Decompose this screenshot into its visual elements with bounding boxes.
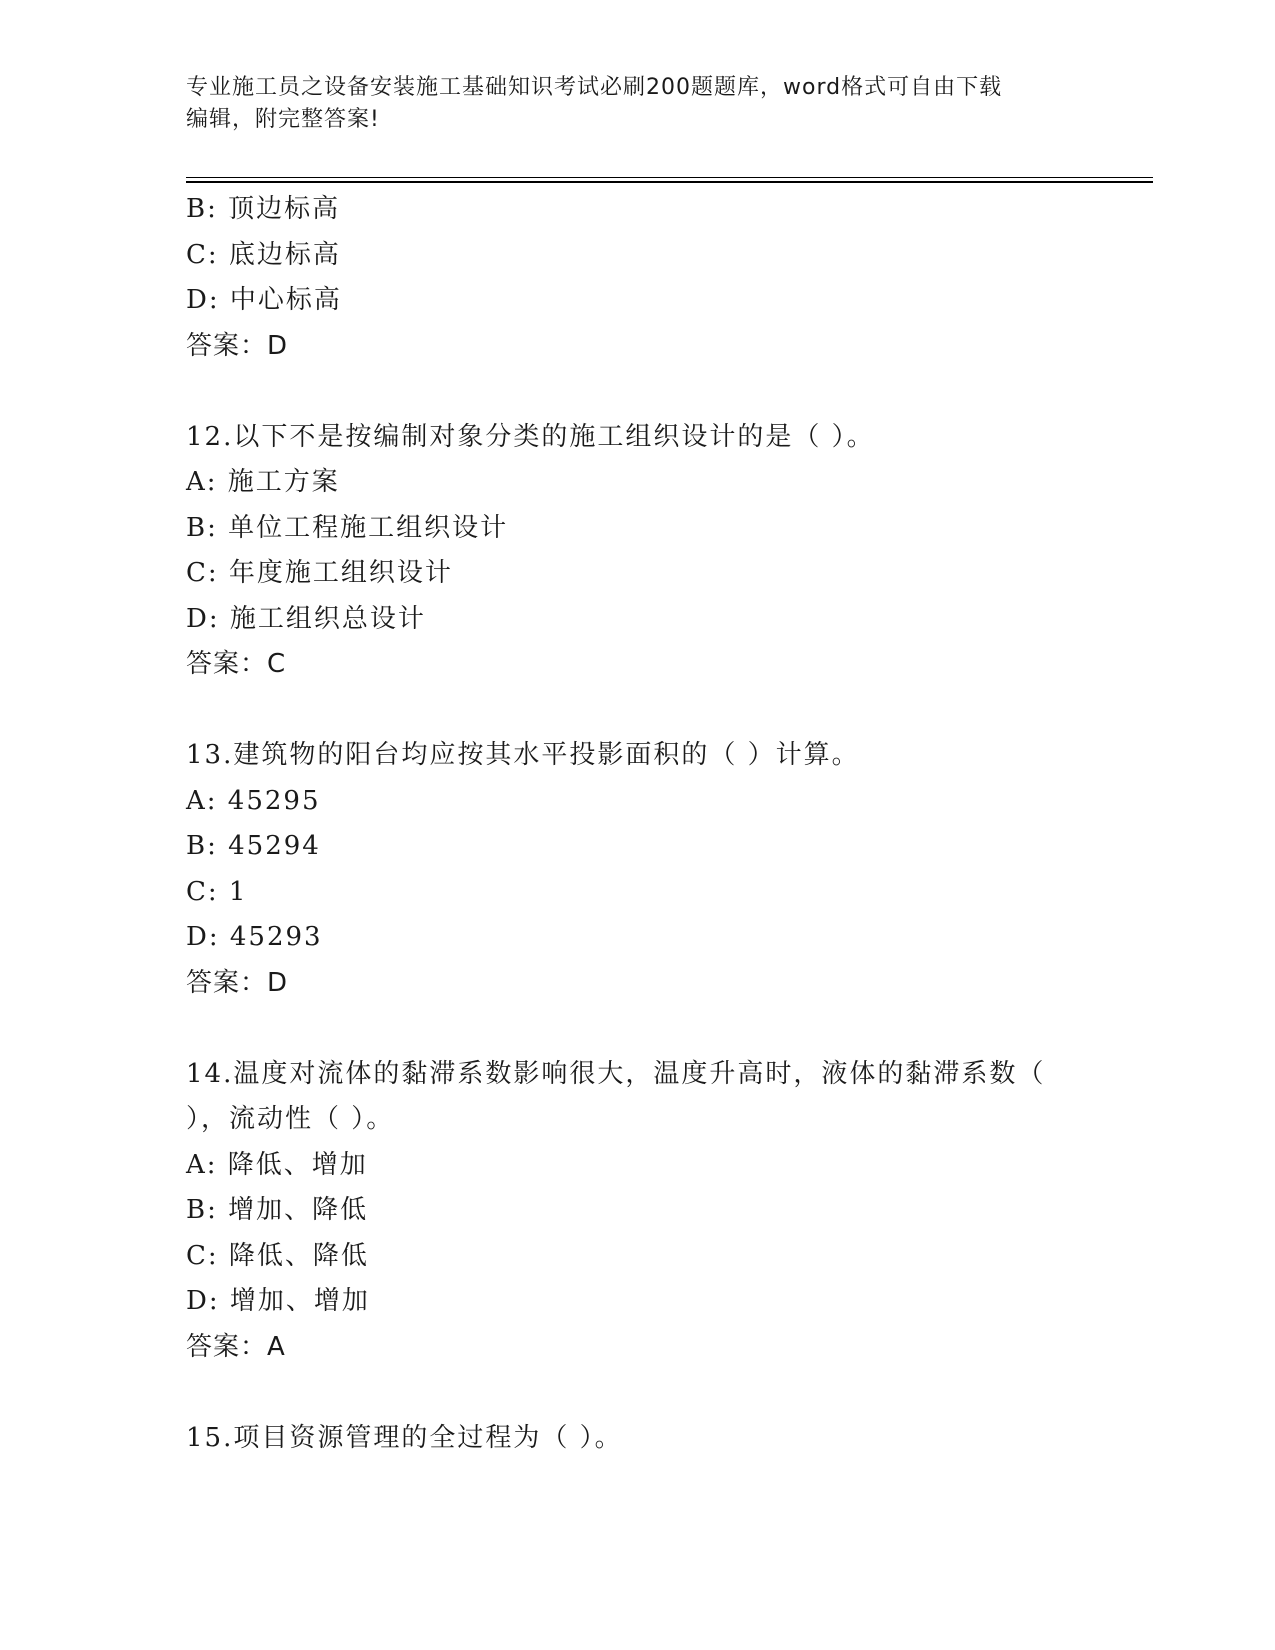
header-title-line2: 编辑，附完整答案!: [186, 107, 380, 132]
option-c: C: 1: [186, 876, 248, 907]
document-body: [186, 187, 1076, 1461]
question-13: [186, 733, 1076, 1006]
header-title-line1: 专业施工员之设备安装施工基础知识考试必刷200题题库，word格式可自由下载: [186, 75, 1003, 100]
option-c: C: 降低、降低: [186, 1240, 369, 1271]
option-b: B: 顶边标高: [186, 194, 341, 224]
question-12: [186, 415, 1076, 688]
option-d: D: 中心标高: [186, 285, 342, 315]
spacer: [186, 688, 1076, 734]
document-header: [186, 72, 1066, 136]
question-text-line2: ），流动性（ ）。: [186, 1104, 395, 1134]
option-a: A: 降低、增加: [186, 1149, 368, 1180]
option-d: D: 增加、增加: [186, 1286, 370, 1316]
header-divider-thick: [186, 181, 1153, 183]
answer-text: 答案：A: [186, 1331, 286, 1362]
option-b: B: 45294: [186, 831, 321, 861]
answer-text: 答案：D: [186, 330, 289, 361]
question-text-line1: 14.温度对流体的黏滞系数影响很大，温度升高时，液体的黏滞系数（: [186, 1058, 1046, 1089]
header-divider-thin: [186, 177, 1153, 178]
answer-text: 答案：C: [186, 649, 287, 679]
question-text: 13.建筑物的阳台均应按其水平投影面积的（ ）计算。: [186, 740, 860, 770]
option-c: C: 底边标高: [186, 239, 341, 270]
option-b: B: 单位工程施工组织设计: [186, 512, 509, 543]
question-text: 12.以下不是按编制对象分类的施工组织设计的是（ ）。: [186, 421, 875, 452]
option-a: A: 45295: [186, 785, 321, 816]
answer-text: 答案：D: [186, 967, 289, 998]
option-d: D: 施工组织总设计: [186, 603, 426, 634]
spacer: [186, 1006, 1076, 1052]
question-14: [186, 1052, 1076, 1371]
spacer: [186, 369, 1076, 415]
option-b: B: 增加、降低: [186, 1195, 369, 1225]
question-15: [186, 1416, 1076, 1462]
question-text: 15.项目资源管理的全过程为（ ）。: [186, 1422, 623, 1453]
option-c: C: 年度施工组织设计: [186, 558, 453, 588]
option-a: A: 施工方案: [186, 467, 340, 497]
spacer: [186, 1370, 1076, 1416]
option-d: D: 45293: [186, 922, 323, 952]
question-11-tail: [186, 187, 1076, 369]
